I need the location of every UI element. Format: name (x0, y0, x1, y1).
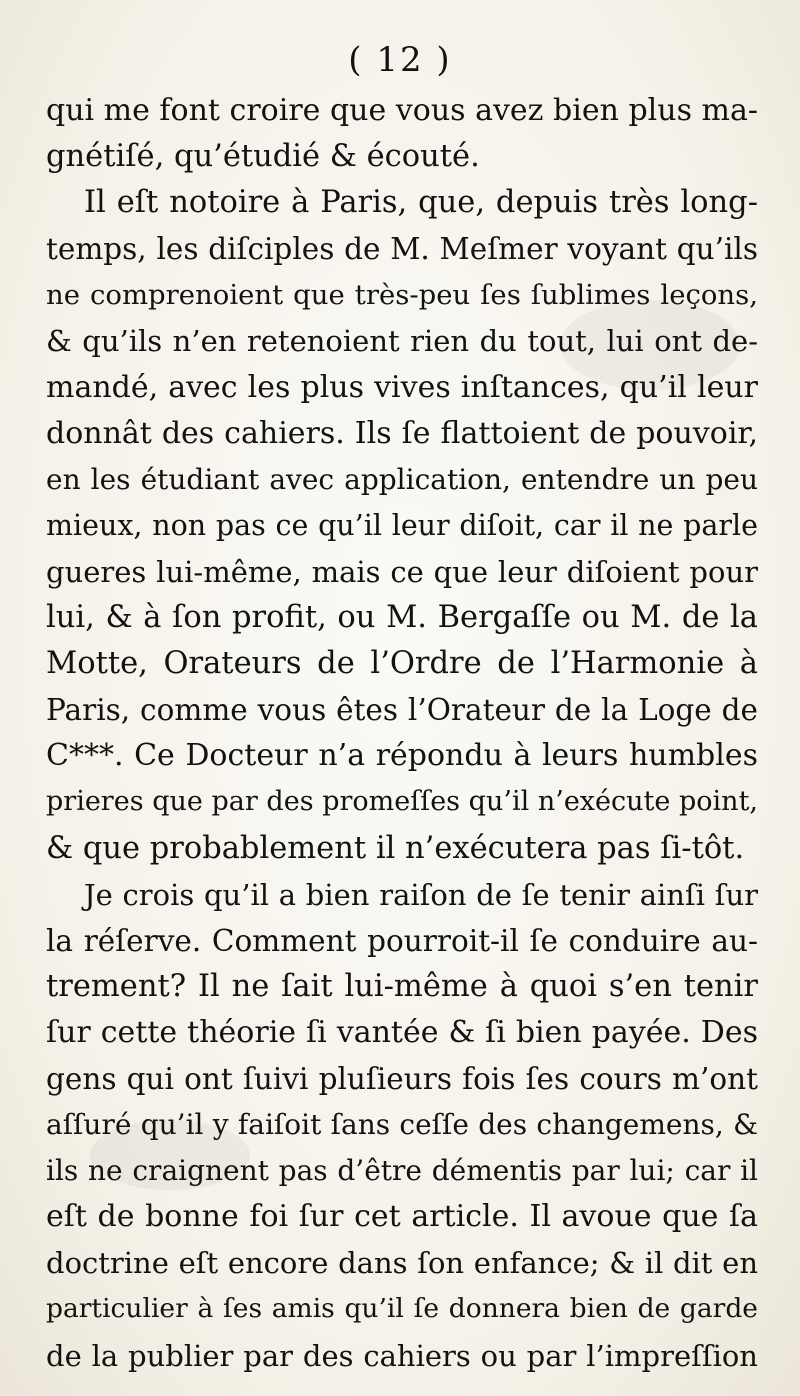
text-line: temps, les diſciples de M. Meſmer voyant qu’ils (46, 232, 758, 267)
text-line: Paris, comme vous êtes l’Orateur de la Loge de (46, 693, 758, 728)
text-line: & que probablement il n’exécutera pas ſi-tôt. (46, 830, 745, 866)
text-line: trement? Il ne ſait lui-même à quoi s’en tenir (46, 968, 758, 1004)
text-line: & qu’ils n’en retenoient rien du tout, lui ont de- (46, 324, 758, 359)
text-line: Je crois qu’il a bien raiſon de ſe tenir ainſi ſur (84, 877, 758, 912)
page-number: ( 12 ) (348, 40, 452, 80)
text-line: eſt de bonne foi ſur cet article. Il avoue que ſa (46, 1199, 758, 1235)
text-line: Motte, Orateurs de l’Ordre de l’Harmonie à (46, 646, 758, 682)
text-line: ils ne craignent pas d’être démentis par lui; car il (46, 1154, 758, 1188)
text-line: prieres que par des promeſſes qu’il n’exécute point, (46, 786, 758, 818)
text-line: ne comprenoient que très-peu ſes ſublimes leçons, (46, 279, 758, 312)
text-line: donnât des cahiers. Ils ſe flattoient de pouvoir, (46, 415, 758, 451)
text-line: gueres lui-même, mais ce que leur diſoient pour (46, 554, 758, 589)
text-line: gnétiſé, qu’étudié & écouté. (46, 139, 480, 175)
text-line: de la publier par des cahiers ou par l’impreſſion (46, 1338, 758, 1373)
text-line: C***. Ce Docteur n’a répondu à leurs humbles (46, 738, 758, 774)
text-line: mieux, non pas ce qu’il leur diſoit, car il ne parle (46, 508, 758, 542)
text-line: Il eſt notoire à Paris, que, depuis très long- (84, 185, 758, 221)
text-line: la réſerve. Comment pourroit-il ſe conduire au- (46, 923, 758, 958)
text-line: qui me font croire que vous avez bien plus ma- (46, 93, 758, 128)
text-line: particulier à ſes amis qu’il ſe donnera bien de garde (46, 1293, 758, 1325)
text-line: en les étudiant avec application, entendre un peu (46, 462, 758, 496)
text-line: aſſuré qu’il y faiſoit ſans ceſſe des changemens, & (46, 1108, 758, 1142)
text-line: gens qui ont ſuivi pluſieurs fois ſes cours m’ont (46, 1061, 758, 1096)
text-line: mandé, avec les plus vives inſtances, qu’il leur (46, 369, 758, 405)
body-text (46, 88, 758, 1379)
text-line: lui, & à ſon profit, ou M. Bergaſſe ou M. de la (46, 600, 758, 636)
text-line: doctrine eſt encore dans ſon enfance; & il dit en (46, 1246, 758, 1281)
text-line: ſur cette théorie ſi vantée & ſi bien payée. Des (46, 1014, 758, 1050)
